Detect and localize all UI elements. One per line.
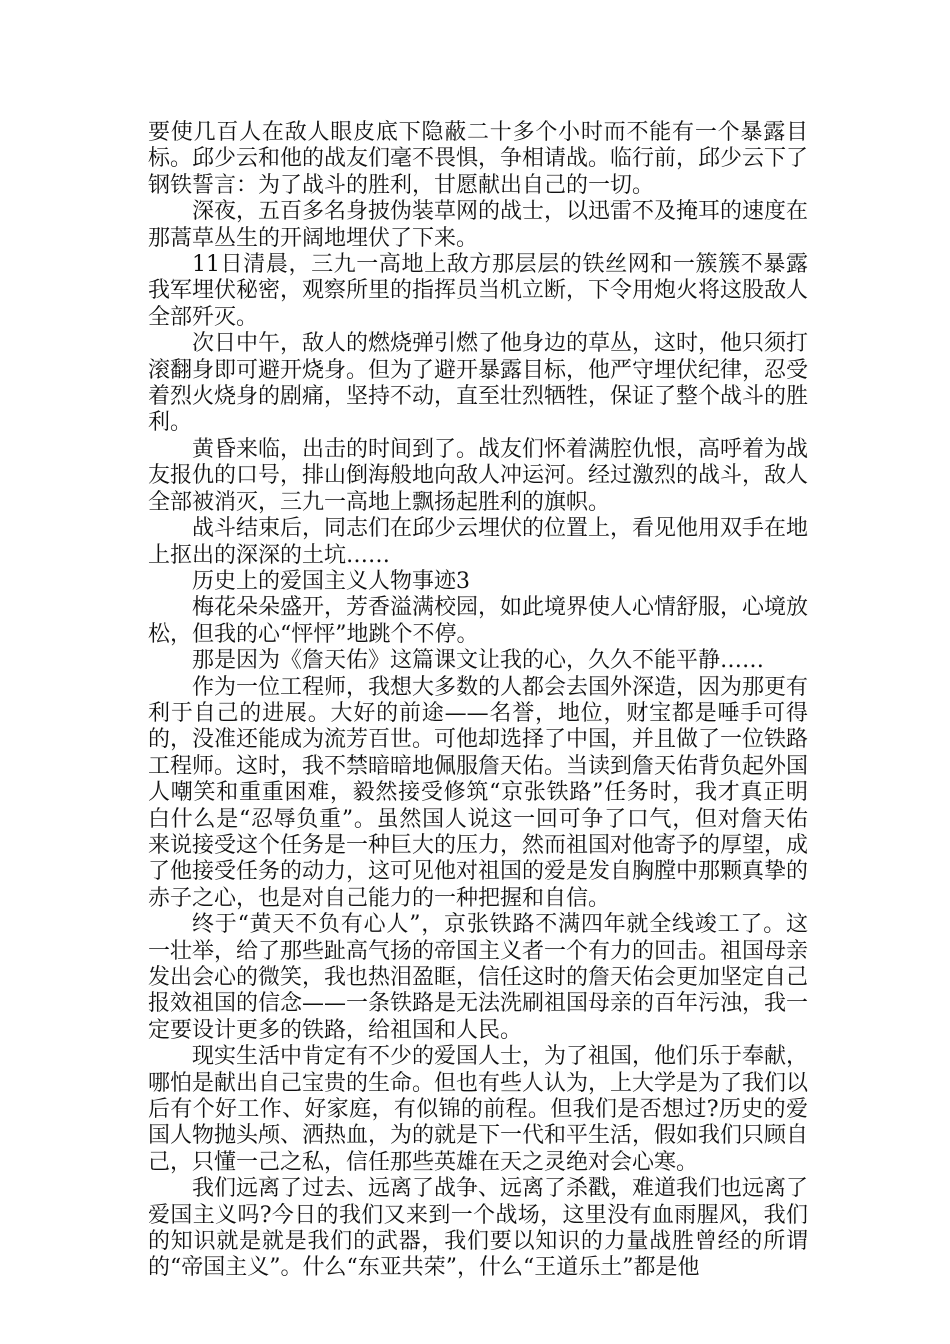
document-body <box>148 120 808 1282</box>
paragraph: 现实生活中肯定有不少的爱国人士，为了祖国，他们乐于奉献，哪怕是献出自己宝贵的生命。但也有些人认为，上大学是为了我们以后有个好工作、好家庭，有似锦的前程。但我们是否想过?历史的爱国人物抛头颅、洒热血，为的就是下一代和平生活，假如我们只顾自己，只懂一己之私，信任那些英雄在天之灵绝对会心寒。 <box>148 1044 809 1175</box>
paragraph: 黄昏来临，出击的时间到了。战友们怀着满腔仇恨，高呼着为战友报仇的口号，排山倒海般地向敌人冲运河。经过激烈的战斗，敌人全部被消灭，三九一高地上飘扬起胜利的旗帜。 <box>148 436 809 515</box>
section-heading: 历史上的爱国主义人物事迹3 <box>192 568 470 594</box>
paragraph: 要使几百人在敌人眼皮底下隐蔽二十多个小时而不能有一个暴露目标。邱少云和他的战友们毫不畏惧，争相请战。临行前，邱少云下了钢铁誓言：为了战斗的胜利，甘愿献出自己的一切。 <box>148 120 809 198</box>
paragraph: 终于“黄天不负有心人”，京张铁路不满四年就全线竣工了。这一壮举，给了那些趾高气扬的帝国主义者一个有力的回击。祖国母亲发出会心的微笑，我也热泪盈眶，信任这时的詹天佑会更加坚定自己报效祖国的信念——一条铁路是无法洗刷祖国母亲的百年污浊，我一定要设计更多的铁路，给祖国和人民。 <box>148 912 809 1043</box>
paragraph: 作为一位工程师，我想大多数的人都会去国外深造，因为那更有利于自己的进展。大好的前途——名誉，地位，财宝都是唾手可得的，没准还能成为流芳百世。可他却选择了中国，并且做了一位铁路工程师。这时，我不禁暗暗地佩服詹天佑。当读到詹天佑背负起外国人嘲笑和重重困难，毅然接受修筑“京张铁路”任务时，我才真正明白什么是“忍辱负重”。虽然国人说这一回可争了口气，但对詹天佑来说接受这个任务是一种巨大的压力，然而祖国对他寄予的厚望，成了他接受任务的动力，这可见他对祖国的爱是发自胸膛中那颗真挚的赤子之心，也是对自己能力的一种把握和自信。 <box>148 674 809 911</box>
paragraph: 战斗结束后，同志们在邱少云埋伏的位置上，看见他用双手在地上抠出的深深的土坑…… <box>148 516 809 568</box>
paragraph: 次日中午，敌人的燃烧弹引燃了他身边的草丛，这时，他只须打滚翻身即可避开烧身。但为了避开暴露目标，他严守埋伏纪律，忍受着烈火烧身的剧痛，坚持不动，直至壮烈牺牲，保证了整个战斗的胜利。 <box>148 331 809 436</box>
paragraph: 11日清晨，三九一高地上敌方那层层的铁丝网和一簇簇不暴露我军埋伏秘密，观察所里的指挥员当机立断，下令用炮火将这股敌人全部歼灭。 <box>148 252 809 330</box>
paragraph: 我们远离了过去、远离了战争、远离了杀戳，难道我们也远离了爱国主义吗?今日的我们又来到一个战场，这里没有血雨腥风，我们的知识就是就是我们的武器，我们要以知识的力量战胜曾经的所谓的“帝国主义”。什么“东亚共荣”，什么“王道乐土”都是他 <box>148 1176 809 1281</box>
paragraph: 那是因为《詹天佑》这篇课文让我的心，久久不能平静…… <box>192 648 765 674</box>
paragraph: 深夜，五百多名身披伪装草网的战士，以迅雷不及掩耳的速度在那蒿草丛生的开阔地埋伏了下来。 <box>148 199 809 251</box>
paragraph: 梅花朵朵盛开，芳香溢满校园，如此境界使人心情舒服，心境放松，但我的心“怦怦”地跳个不停。 <box>148 595 809 647</box>
